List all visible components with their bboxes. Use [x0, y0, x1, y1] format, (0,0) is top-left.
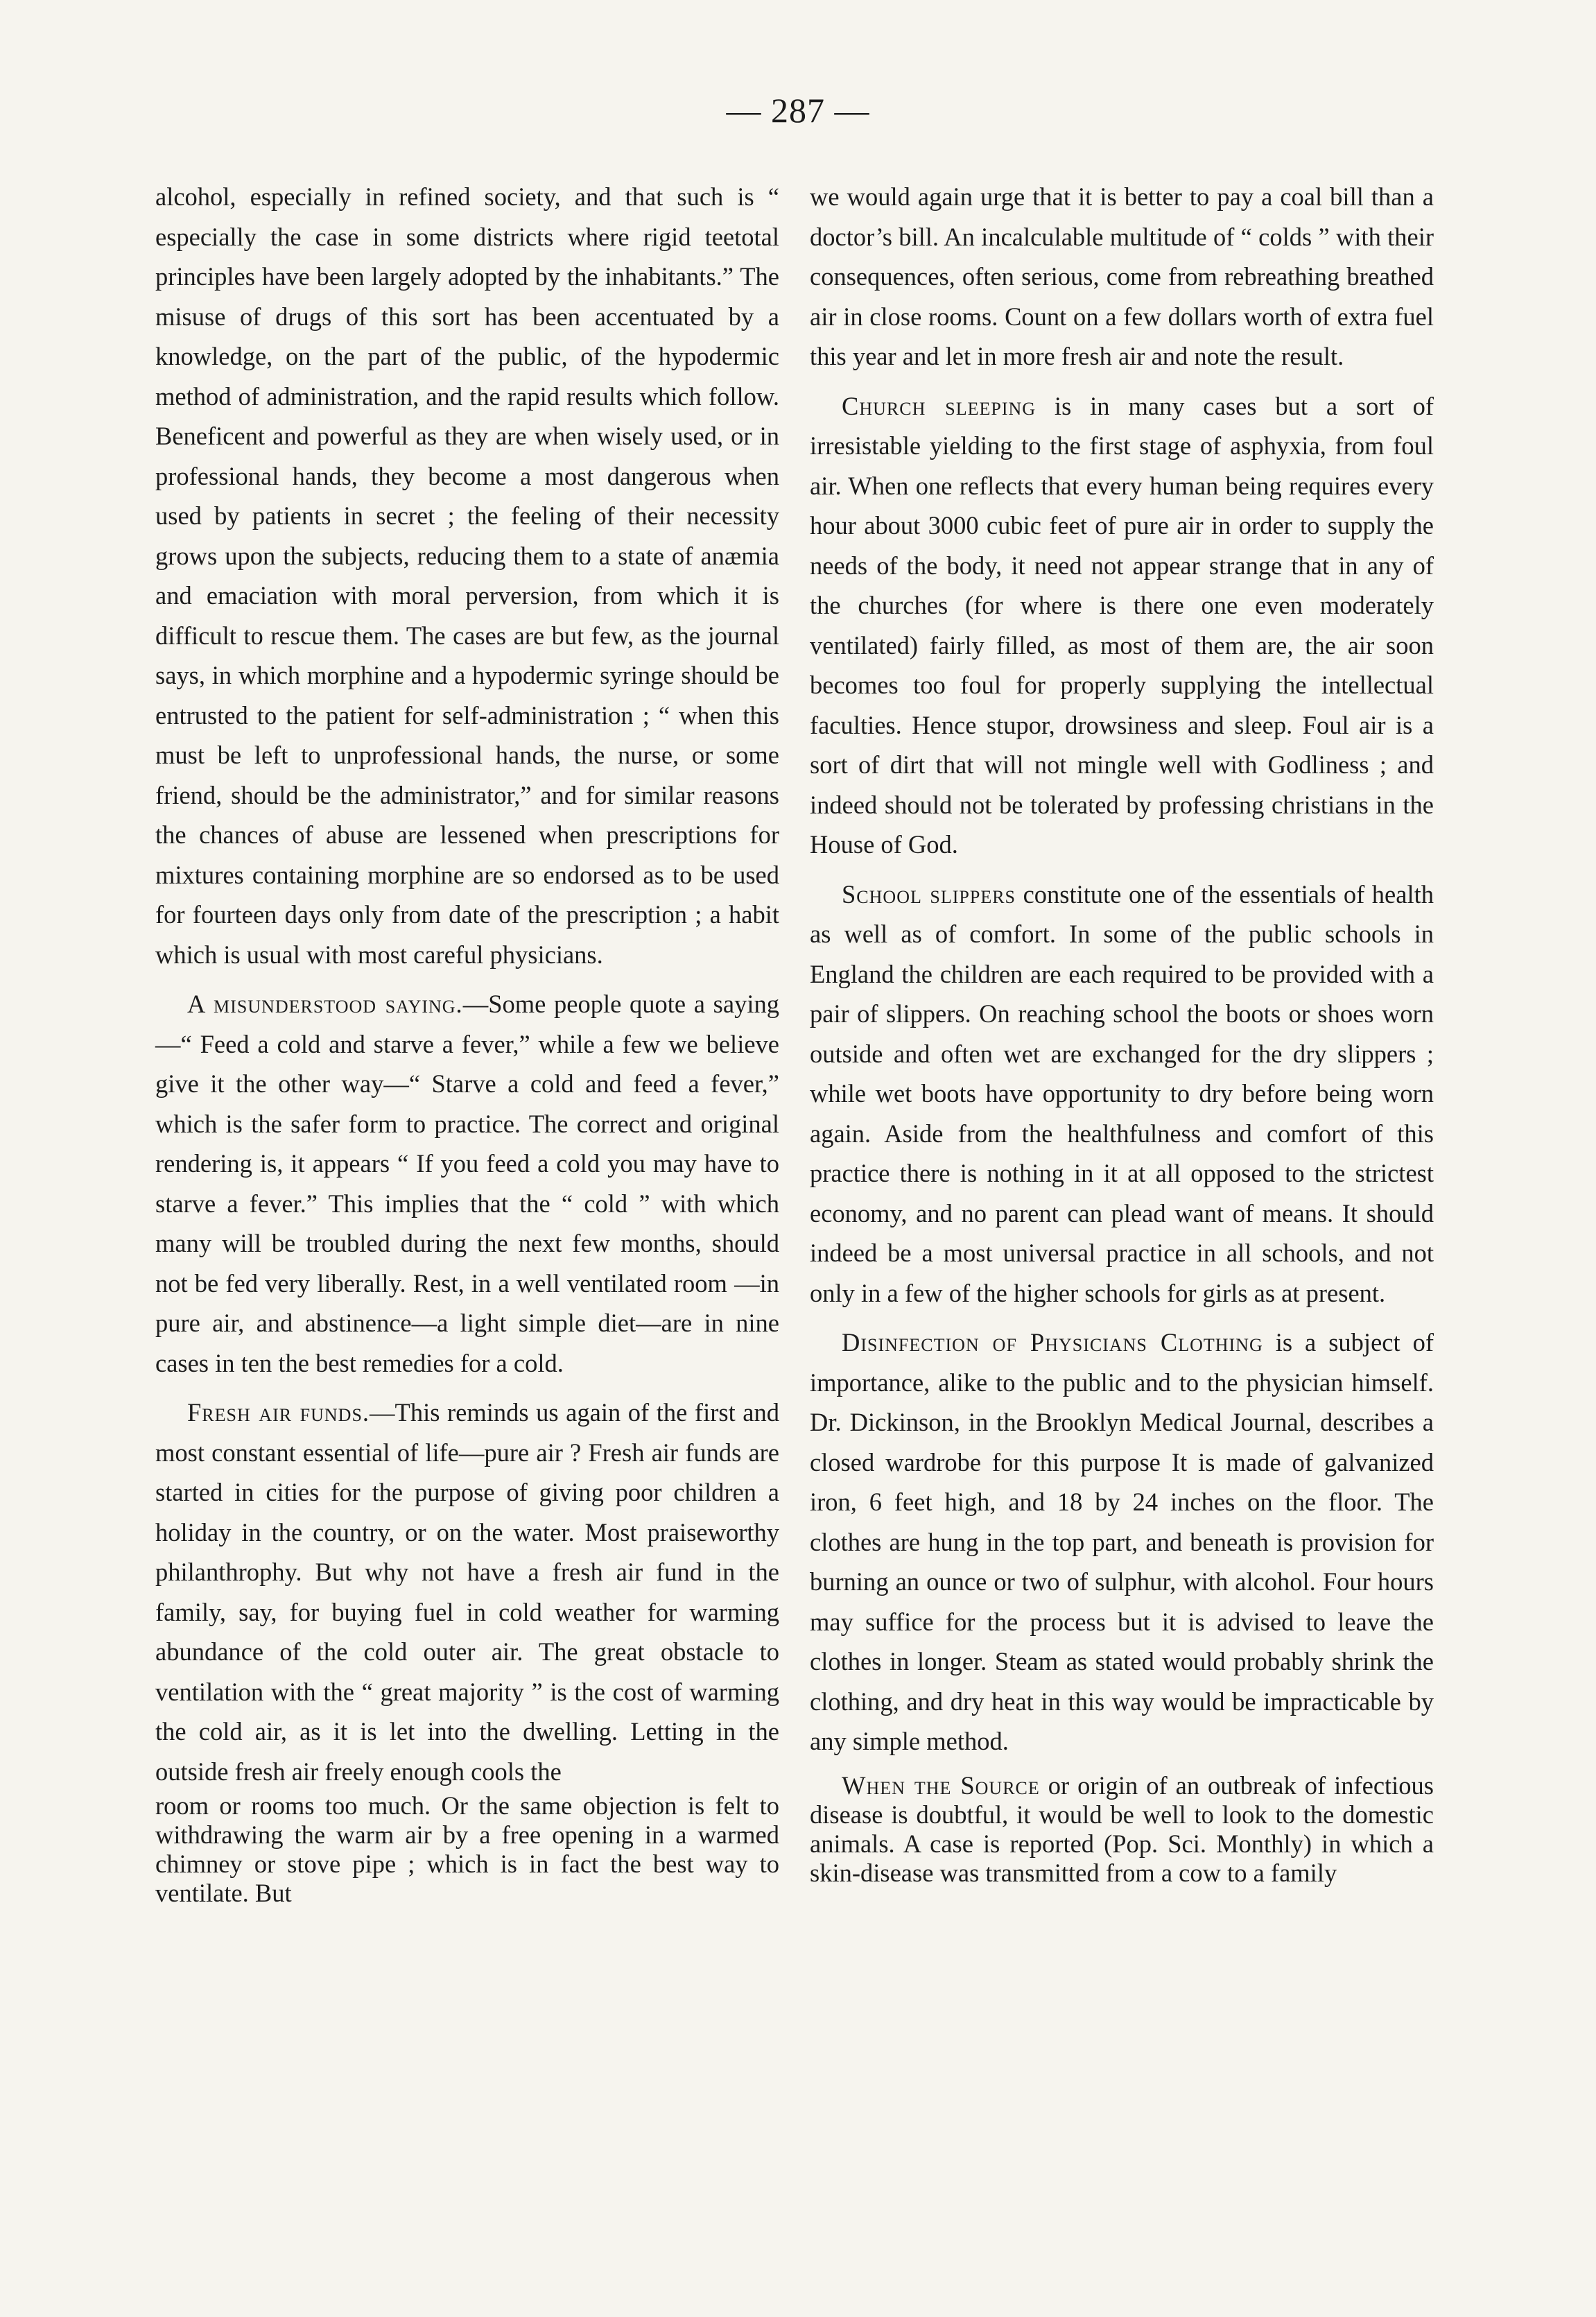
section-heading: Church sleeping	[842, 391, 1036, 420]
paragraph-source-of-outbreak	[810, 1771, 1434, 1888]
paragraph-fuel-continued: we would again urge that it is better to pay a coal bill than a doctor’s bill. An incalculable multitude of “ colds ” with their consequences, often serious, come from rebreathing breathed air in close rooms. Count on a few dollars worth of extra fuel this year and let in more fresh air and note the result.	[810, 182, 1434, 370]
section-body: is in many cases but a sort of irresistable yielding to the first stage of asphyxia, from foul air. When one reflects that every human being requires every hour about 3000 cubic feet of pure air in order to supply the needs of the body, it need not appear strange that in any of the churches (for where is there one even moderately ventilated) fairly filled, as most of them are, the air soon becomes too foul for properly supplying the intellectual faculties. Hence stupor, drowsiness and sleep. Foul air is a sort of dirt that will not mingle well with Godliness ; and indeed should not be tolerated by professing christians in the House of God.	[810, 391, 1434, 859]
right-column	[810, 177, 1434, 1888]
section-heading: School slippers	[842, 879, 1016, 908]
section-heading: Disinfection of Physicians Clothing	[842, 1328, 1263, 1356]
left-column	[155, 177, 779, 1908]
page-number: — 287 —	[726, 91, 870, 130]
section-body: —This reminds us again of the first and most constant essential of life—pure air ? Fresh air funds are started in cities for the purpose of giving poor children a holiday in the country, or on the water. Most praiseworthy philanthrophy. But why not have a fresh air fund in the family, say, for buying fuel in cold weather for warming abundance of the cold outer air. The great obstacle to ventilation with the “ great majority ” is the cost of warming the cold air, as it is let into the dwelling. Letting in the outside fresh air freely enough cools the	[155, 1398, 779, 1786]
paragraph-misunderstood-saying	[155, 984, 779, 1383]
paragraph-disinfection	[810, 1323, 1434, 1762]
section-body: or origin of an outbreak of infectious disease is doubtful, it would be well to look to the domestic animals. A case is reported (Pop. Sci. Monthly) in which a skin-disease was transmitted from a cow to a family	[810, 1771, 1434, 1887]
section-body: constitute one of the essentials of health as well as of comfort. In some of the public schools in England the children are each required to be provided with a pair of slippers. On reaching school the boots or shoes worn outside and often wet are exchanged for the dry slippers ; while wet boots have opportunity to dry before being worn again. Aside from the healthfulness and comfort of this practice there is nothing in it at all opposed to the strictest economy, and no parent can plead want of means. It should indeed be a most universal practice in all schools, and not only in a few of the higher schools for girls as at present.	[810, 879, 1434, 1307]
section-body: is a subject of importance, alike to the public and to the physician himself. Dr. Dickinson, in the Brooklyn Medical Journal, describes a closed wardrobe for this purpose It is made of galvanized iron, 6 feet high, and 18 by 24 inches on the floor. The clothes are hung in the top part, and beneath is provision for burning an ounce or two of sulphur, with alcohol. Four hours may suffice for the process but it is advised to leave the clothes in longer. Steam as stated would probably shrink the clothing, and dry heat in this way would be impracticable by any simple method.	[810, 1328, 1434, 1755]
paragraph-alcohol-continued: alcohol, especially in refined society, and that such is “ especially the case in some districts where rigid teetotal principles have been largely adopted by the inhabitants.” The misuse of drugs of this sort has been accentuated by a knowledge, on the part of the public, of the hypodermic method of administration, and the rapid results which follow. Beneficent and powerful as they are when wisely used, or in professional hands, they become a most dangerous when used by patients in secret ; the feeling of their necessity grows upon the subjects, reducing them to a state of anæmia and emaciation with moral perversion, from which it is difficult to rescue them. The cases are but few, as the journal says, in which morphine and a hypodermic syringe should be entrusted to the patient for self-administration ; “ when this must be left to unprofessional hands, the nurse, or some friend, should be the administrator,” and for similar reasons the chances of abuse are lessened when prescriptions for mixtures containing morphine are so endorsed as to be used for fourteen days only from date of the prescription ; a habit which is usual with most careful physicians.	[155, 182, 779, 969]
section-heading: When the Source	[842, 1771, 1040, 1800]
paragraph-fresh-air-funds-tail: room or rooms too much. Or the same objection is felt to withdrawing the warm air by a free opening in a warmed chimney or stove pipe ; which is in fact the best way to ventilate. But	[155, 1791, 779, 1907]
paragraph-church-sleeping	[810, 386, 1434, 865]
paragraph-fresh-air-funds	[155, 1393, 779, 1791]
section-body: —Some people quote a saying—“ Feed a cold and starve a fever,” while a few we believe give it the other way—“ Starve a cold and feed a fever,” which is the safer form to practice. The correct and original rendering is, it appears “ If you feed a cold you may have to starve a fever.” This implies that the “ cold ” with which many will be troubled during the next few months, should not be fed very liberally. Rest, in a well ventilated room —in pure air, and abstinence—a light simple diet—are in nine cases in ten the best remedies for a cold.	[155, 990, 779, 1377]
section-heading: A misunderstood saying.	[187, 990, 463, 1018]
paragraph-school-slippers	[810, 875, 1434, 1313]
section-heading: Fresh air funds.	[187, 1398, 370, 1427]
